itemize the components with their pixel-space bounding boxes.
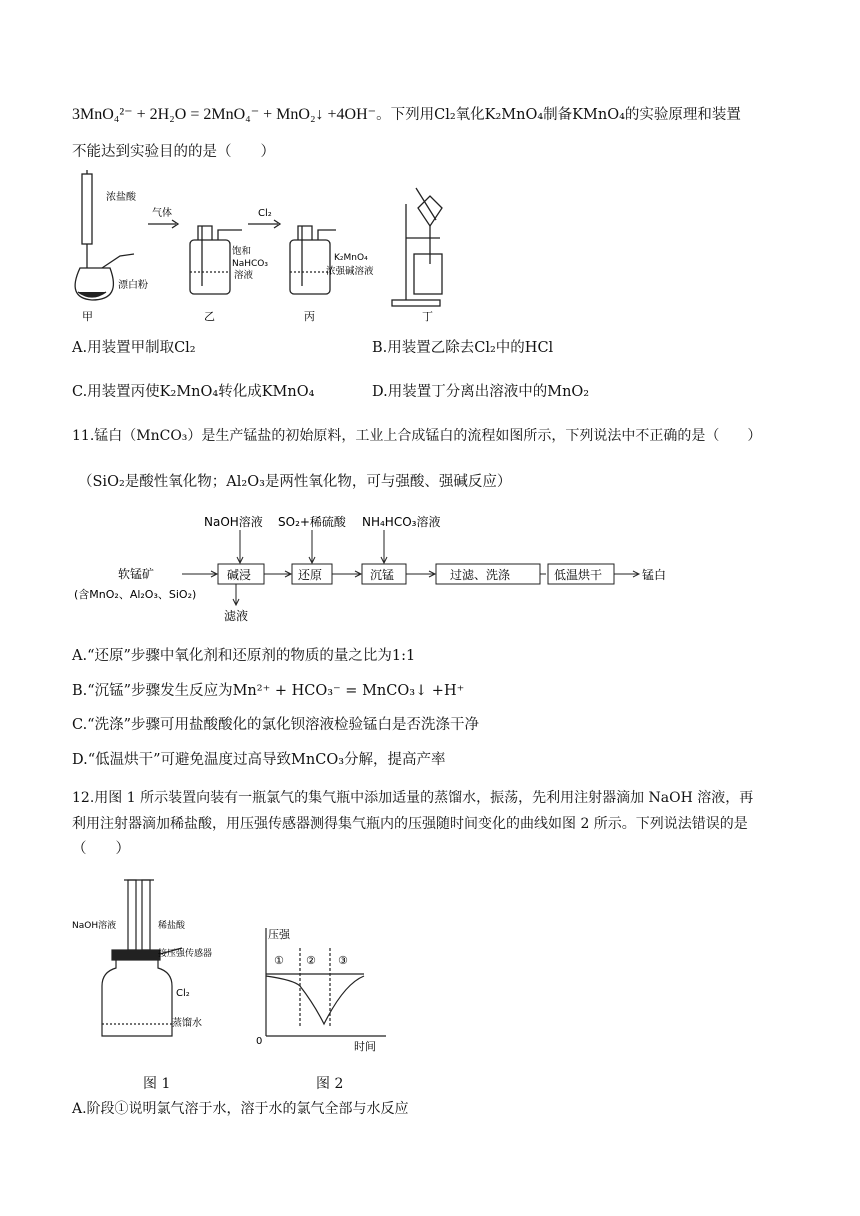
gas-bottle	[102, 960, 172, 1036]
q10-line1-tail: 。下列用Cl₂氧化K₂MnO₄制备KMnO₄的实验原理和装置	[376, 107, 741, 123]
q12-figure2-svg	[254, 924, 404, 1054]
reagent-nh4hco3: NH₄HCO₃溶液	[362, 515, 441, 529]
step-3: 沉锰	[370, 568, 395, 582]
q11-flowchart-svg	[72, 510, 712, 628]
label-acid: 浓盐酸	[106, 192, 136, 203]
label-nahco3: NaHCO₃	[232, 259, 268, 269]
q10-apparatus-svg	[72, 168, 512, 328]
filtrate: 滤液	[224, 609, 249, 623]
stage-3: ③	[338, 954, 348, 967]
q10-line1	[72, 104, 741, 126]
q11-flowchart	[72, 510, 712, 628]
label-sensor: 接压强传感器	[158, 949, 213, 959]
figure2-caption: 图 2	[316, 1076, 344, 1092]
q11-option-d[interactable]: D.“低温烘干”可避免温度过高导致MnCO₃分解，提高产率	[72, 752, 446, 768]
start-composition: (含MnO₂、Al₂O₃、SiO₂)	[74, 588, 197, 601]
label-yi: 乙	[204, 310, 215, 323]
q10-option-c[interactable]: C.用装置丙使K₂MnO₄转化成KMnO₄	[72, 384, 315, 400]
y-axis-label: 压强	[268, 928, 290, 941]
figure1-caption: 图 1	[143, 1076, 171, 1092]
q12-stem-line1: 12.用图 1 所示装置向装有一瓶氯气的集气瓶中添加适量的蒸馏水，振荡，先利用注射器滴加 NaOH 溶液，再	[72, 790, 754, 806]
label-bing: 丙	[304, 310, 315, 323]
reagent-naoh: NaOH溶液	[204, 515, 263, 529]
step-2: 还原	[298, 568, 323, 582]
q12-figure1-svg	[72, 876, 252, 1056]
dropping-funnel	[82, 174, 92, 244]
q12-stem-line2: 利用注射器滴加稀盐酸，用压强传感器测得集气瓶内的压强随时间变化的曲线如图 2 所示。下列说法错误的是	[72, 816, 748, 832]
q10-equation: 3MnO₄²⁻ + 2H₂O = 2MnO₄⁻ + MnO₂↓ +4OH⁻	[72, 106, 377, 123]
x-axis-label: 时间	[354, 1040, 376, 1053]
label-cl2-bottle: Cl₂	[176, 988, 190, 999]
label-ding: 丁	[422, 310, 433, 323]
q10-apparatus-figure	[72, 168, 512, 328]
q10-option-b[interactable]: B.用装置乙除去Cl₂中的HCl	[372, 340, 554, 356]
label-sat: 饱和	[232, 246, 252, 257]
label-hcl: 稀盐酸	[158, 921, 186, 931]
label-naoh: NaOH溶液	[72, 921, 117, 931]
label-jia: 甲	[82, 310, 93, 323]
bottle-yi	[190, 240, 230, 294]
q12-stem-line3: （ ）	[72, 841, 130, 857]
q11-option-b[interactable]: B.“沉锰”步骤发生反应为Mn²⁺ + HCO₃⁻ = MnCO₃↓ +H⁺	[72, 683, 465, 699]
step-1: 碱浸	[227, 568, 252, 582]
q12-option-a[interactable]: A.阶段①说明氯气溶于水，溶于水的氯气全部与水反应	[72, 1101, 409, 1117]
pressure-curve	[266, 976, 364, 1024]
q11-option-c[interactable]: C.“洗涤”步骤可用盐酸酸化的氯化钡溶液检验锰白是否洗涤干净	[72, 717, 480, 733]
label-water: 蒸馏水	[172, 1018, 202, 1029]
q12-figure2	[254, 924, 404, 1054]
product: 锰白	[642, 568, 667, 582]
q12-figure1	[72, 876, 252, 1056]
q10-option-d[interactable]: D.用装置丁分离出溶液中的MnO₂	[372, 384, 590, 400]
bottle-bing	[290, 240, 330, 294]
q11-note: （SiO₂是酸性氧化物；Al₂O₃是两性氧化物，可与强酸、强碱反应）	[78, 474, 512, 490]
beaker-ding	[414, 254, 442, 294]
q10-line2: 不能达到实验目的的是（ ）	[72, 144, 275, 160]
syringe-2	[142, 880, 150, 950]
q11-stem: 11.锰白（MnCO₃）是生产锰盐的初始原料，工业上合成锰白的流程如图所示，下列说法中不正确的是（ ）	[72, 428, 762, 444]
reagent-so2: SO₂+稀硫酸	[278, 515, 346, 529]
step-4: 过滤、洗涤	[450, 568, 511, 582]
q11-option-a[interactable]: A.“还原”步骤中氧化剂和还原剂的物质的量之比为1:1	[72, 648, 416, 664]
label-k2mno4: K₂MnO₄	[334, 253, 368, 263]
step-5: 低温烘干	[554, 568, 603, 582]
stage-2: ②	[306, 954, 316, 967]
label-gas: 气体	[152, 208, 172, 219]
start-material: 软锰矿	[118, 567, 155, 581]
label-cl2: Cl₂	[258, 208, 272, 219]
label-bleach: 漂白粉	[118, 280, 148, 291]
label-solution: 溶液	[234, 270, 254, 281]
label-alkali: 浓强碱溶液	[326, 266, 374, 277]
origin-label: 0	[256, 1036, 263, 1047]
q10-option-a[interactable]: A.用装置甲制取Cl₂	[72, 340, 196, 356]
stage-1: ①	[274, 954, 284, 967]
syringe-1	[128, 880, 136, 950]
